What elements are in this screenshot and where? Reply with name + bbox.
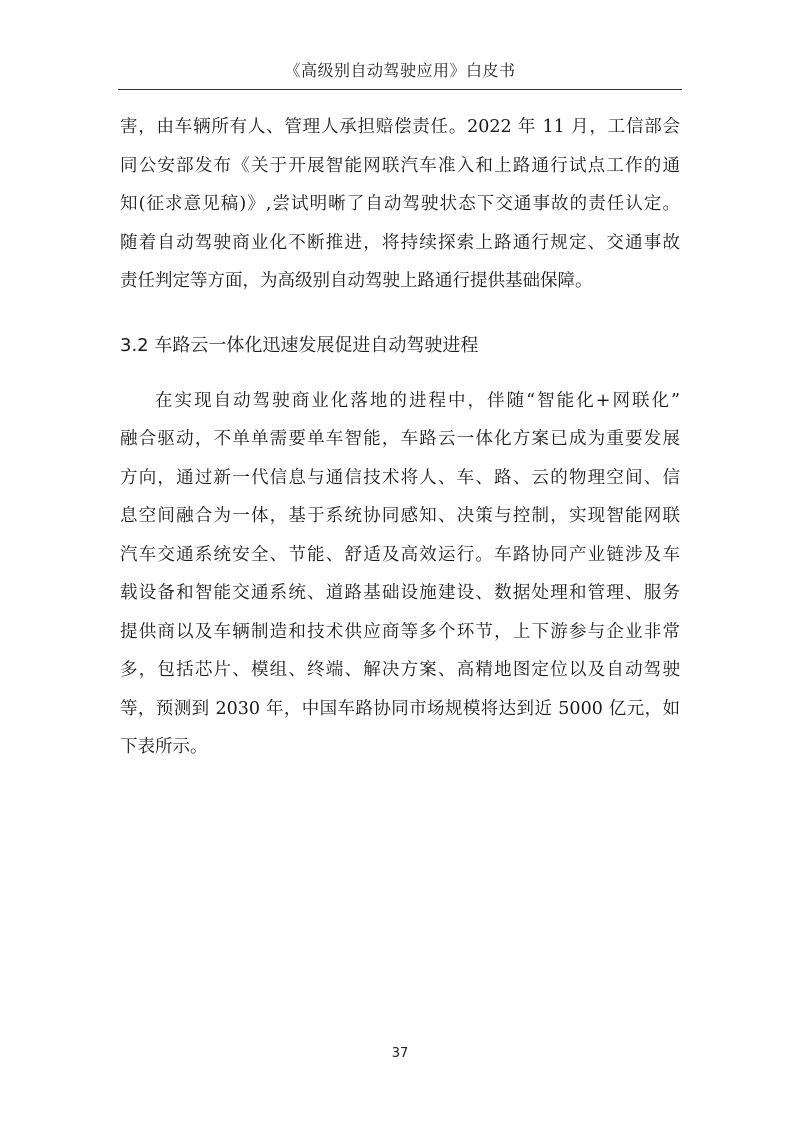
paragraph-line: 知(征求意见稿)》,尝试明晰了自动驾驶状态下交通事故的责任认定。 xyxy=(120,194,680,214)
paragraph-line: 在实现自动驾驶商业化落地的进程中，伴随“智能化+网联化” xyxy=(155,390,680,411)
paragraph-line: 方向，通过新一代信息与通信技术将人、车、路、云的物理空间、信 xyxy=(120,467,680,488)
page-header-title: 《高级别自动驾驶应用》白皮书 xyxy=(284,61,516,80)
paragraph-line: 多，包括芯片、模组、终端、解决方案、高精地图定位以及自动驾驶 xyxy=(120,660,680,680)
paragraph-line: 提供商以及车辆制造和技术供应商等多个环节，上下游参与企业非常 xyxy=(120,621,680,642)
paragraph-line: 等，预测到 2030 年，中国车路协同市场规模将达到近 5000 亿元，如 xyxy=(120,698,680,719)
paragraph-line: 同公安部发布《关于开展智能网联汽车准入和上路通行试点工作的通 xyxy=(120,155,680,176)
paragraph-line: 随着自动驾驶商业化不断推进，将持续探索上路通行规定、交通事故 xyxy=(120,232,680,253)
paragraph-line: 载设备和智能交通系统、道路基础设施建设、数据处理和管理、服务 xyxy=(120,583,680,603)
paragraph-line: 责任判定等方面，为高级别自动驾驶上路通行提供基础保障。 xyxy=(120,271,593,291)
paragraph-line: 息空间融合为一体，基于系统协同感知、决策与控制，实现智能网联 xyxy=(120,506,680,526)
header-divider xyxy=(118,89,682,90)
paragraph-line: 融合驱动，不单单需要单车智能，车路云一体化方案已成为重要发展 xyxy=(120,429,680,449)
paragraph-line: 汽车交通系统安全、节能、舒适及高效运行。车路协同产业链涉及车 xyxy=(120,544,680,565)
paragraph-v2x xyxy=(120,382,680,767)
page-body xyxy=(120,108,680,767)
paragraph-line: 下表所示。 xyxy=(120,737,208,757)
page-number: 37 xyxy=(391,1046,409,1061)
section-heading-3-2: 3.2 车路云一体化迅速发展促进自动驾驶进程 xyxy=(120,334,479,356)
paragraph-line: 害，由车辆所有人、管理人承担赔偿责任。2022 年 11 月，工信部会 xyxy=(120,117,680,137)
paragraph-liability xyxy=(120,108,680,301)
